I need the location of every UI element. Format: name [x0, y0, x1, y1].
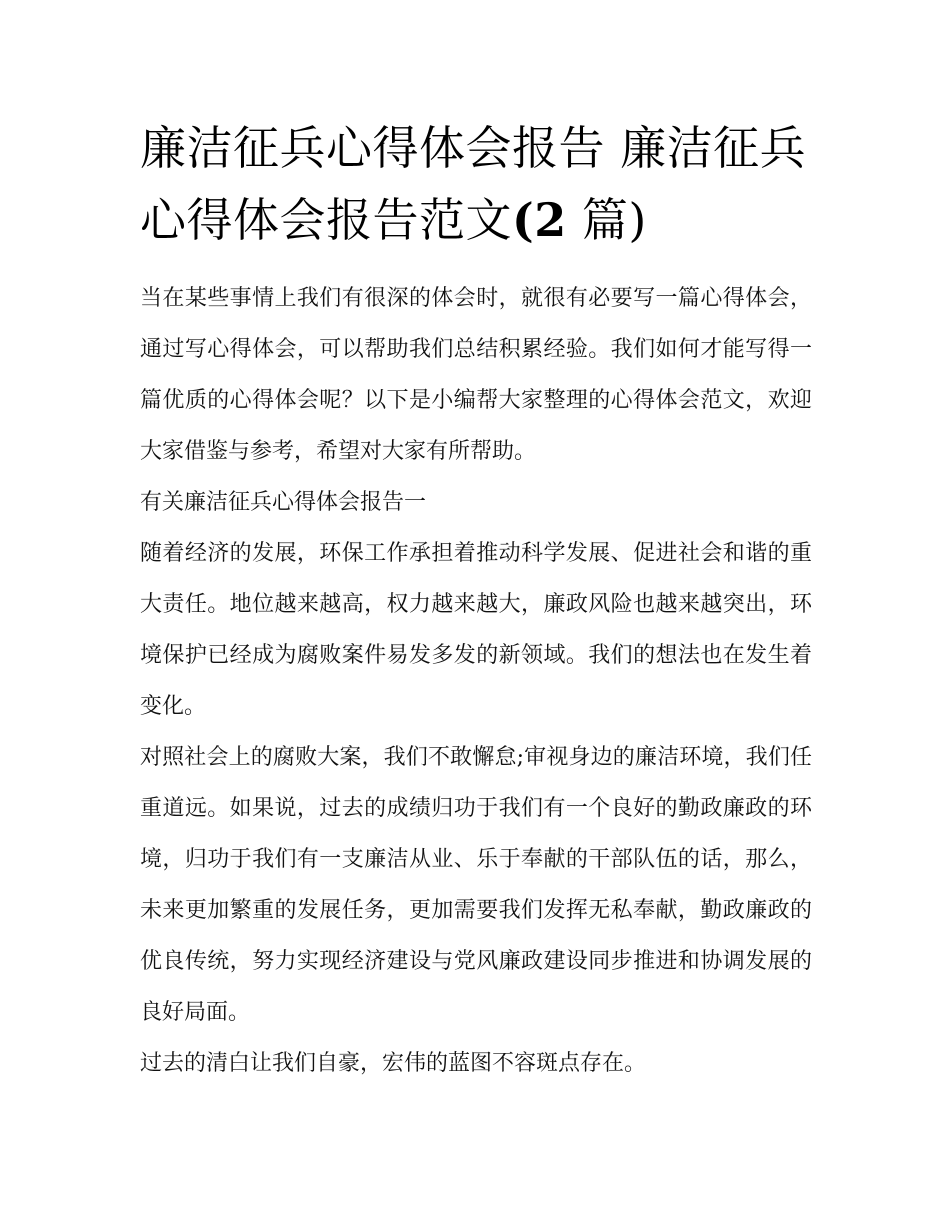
title-count: 2 — [534, 193, 567, 247]
title-count-prefix: ( — [512, 193, 535, 247]
intro-paragraph: 当在某些事情上我们有很深的体会时，就很有必要写一篇心得体会，通过写心得体会，可以帮助我们总结积累经验。我们如何才能写得一篇优质的心得体会呢？以下是小编帮大家整理的心得体会范文，欢迎大家借鉴与参考，希望对大家有所帮助。 — [140, 286, 812, 464]
body-paragraph-3: 过去的清白让我们自豪，宏伟的蓝图不容斑点存在。 — [140, 1051, 647, 1076]
title-count-suffix: 篇) — [566, 193, 647, 247]
body-paragraph-2: 对照社会上的腐败大案，我们不敢懈怠;审视身边的廉洁环境，我们任重道远。如果说，过去的成绩归功于我们有一个良好的勤政廉政的环境，归功于我们有一支廉洁从业、乐于奉献的干部队伍的话，那么，未来更加繁重的发展任务，更加需要我们发挥无私奉献，勤政廉政的优良传统，努力实现经济建设与党风廉政建设同步推进和协调发展的良好局面。 — [140, 745, 812, 1025]
title-main: 廉洁征兵心得体会报告 廉洁征兵心得体会报告范文 — [140, 121, 807, 247]
document-title — [140, 112, 812, 256]
body-paragraph-1: 随着经济的发展，环保工作承担着推动科学发展、促进社会和谐的重大责任。地位越来越高，权力越来越大，廉政风险也越来越突出，环境保护已经成为腐败案件易发多发的新领域。我们的想法也在发生着变化。 — [140, 541, 812, 719]
section-heading: 有关廉洁征兵心得体会报告一 — [140, 490, 427, 515]
document-body — [140, 112, 812, 1089]
